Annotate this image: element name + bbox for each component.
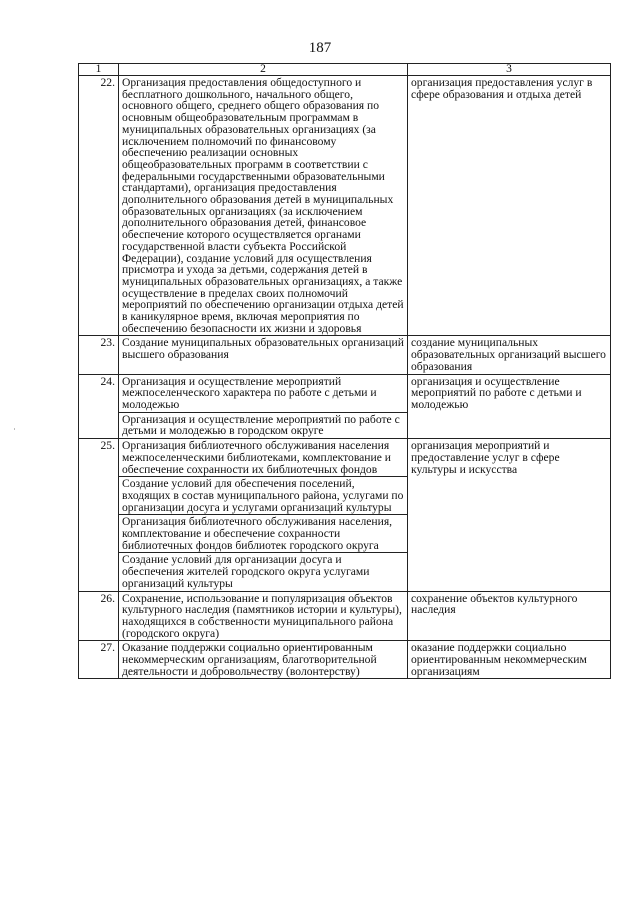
table-row (79, 641, 611, 679)
row-description: Организация и осуществление мероприятий межпоселенческого характера по работе с детьми и молодежью (119, 374, 408, 412)
row-description: Организация библиотечного обслуживания населения, комплектование и обеспечение сохранности библиотечных фондов библиотек городского округа (119, 515, 408, 553)
margin-mark: ʾ (13, 427, 16, 437)
row-category: организация мероприятий и предоставление услуг в сфере культуры и искусства (408, 439, 611, 591)
table-row (79, 591, 611, 641)
row-number: 26. (79, 591, 119, 641)
row-number: 23. (79, 336, 119, 374)
row-category: создание муниципальных образовательных организаций высшего образования (408, 336, 611, 374)
row-category: оказание поддержки социально ориентированным некоммерческим организациям (408, 641, 611, 679)
row-number: 24. (79, 374, 119, 439)
table-row (79, 439, 611, 477)
row-description: Организация и осуществление мероприятий по работе с детьми и молодежью в городском округе (119, 412, 408, 438)
row-description: Сохранение, использование и популяризация объектов культурного наследия (памятников истории и культуры), находящихся в собственности муниципального района (городского округа) (119, 591, 408, 641)
row-description: Создание условий для обеспечения поселений, входящих в состав муниципального района, услугами по организации досуга и услугами организаций культуры (119, 477, 408, 515)
row-description: Создание муниципальных образовательных организаций высшего образования (119, 336, 408, 374)
table-row (79, 374, 611, 412)
table-row (79, 76, 611, 336)
table-row (79, 336, 611, 374)
row-description: Организация предоставления общедоступного и бесплатного дошкольного, начального общего, основного общего, среднего общего образования по основным общеобразовательным программам в муниципальных образовательных организациях (за исключением полномочий по финансовому обеспечению реализации основных общеобразовательных программ в соответствии с федеральными государственными образовательными стандартами), организация предоставления дополнительного образования детей в муниципальных образовательных организациях (за исключением дополнительного образования детей, финансовое обеспечение которого осуществляется органами государственной власти субъекта Российской Федерации), создание условий для осуществления присмотра и ухода за детьми, содержания детей в муниципальных образовательных организациях, а также осуществление в пределах своих полномочий мероприятий по обеспечению организации отдыха детей в каникулярное время, включая мероприятия по обеспечению безопасности их жизни и здоровья (119, 76, 408, 336)
powers-table (78, 63, 611, 679)
row-description: Оказание поддержки социально ориентированным некоммерческим организациям, благотворительной деятельности и добровольчеству (волонтерству) (119, 641, 408, 679)
row-number: 27. (79, 641, 119, 679)
row-category: организация и осуществление мероприятий по работе с детьми и молодежью (408, 374, 611, 439)
table-header-row (79, 64, 611, 76)
row-number: 25. (79, 439, 119, 591)
page-number: 187 (308, 40, 332, 56)
header-cell-2: 2 (119, 64, 408, 76)
row-description: Создание условий для организации досуга и обеспечения жителей городского округа услугами организаций культуры (119, 553, 408, 591)
row-description: Организация библиотечного обслуживания населения межпоселенческими библиотеками, комплектование и обеспечение сохранности их библиотечных фондов (119, 439, 408, 477)
header-cell-3: 3 (408, 64, 611, 76)
row-category: организация предоставления услуг в сфере образования и отдыха детей (408, 76, 611, 336)
row-category: сохранение объектов культурного наследия (408, 591, 611, 641)
row-number: 22. (79, 76, 119, 336)
header-cell-1: 1 (79, 64, 119, 76)
